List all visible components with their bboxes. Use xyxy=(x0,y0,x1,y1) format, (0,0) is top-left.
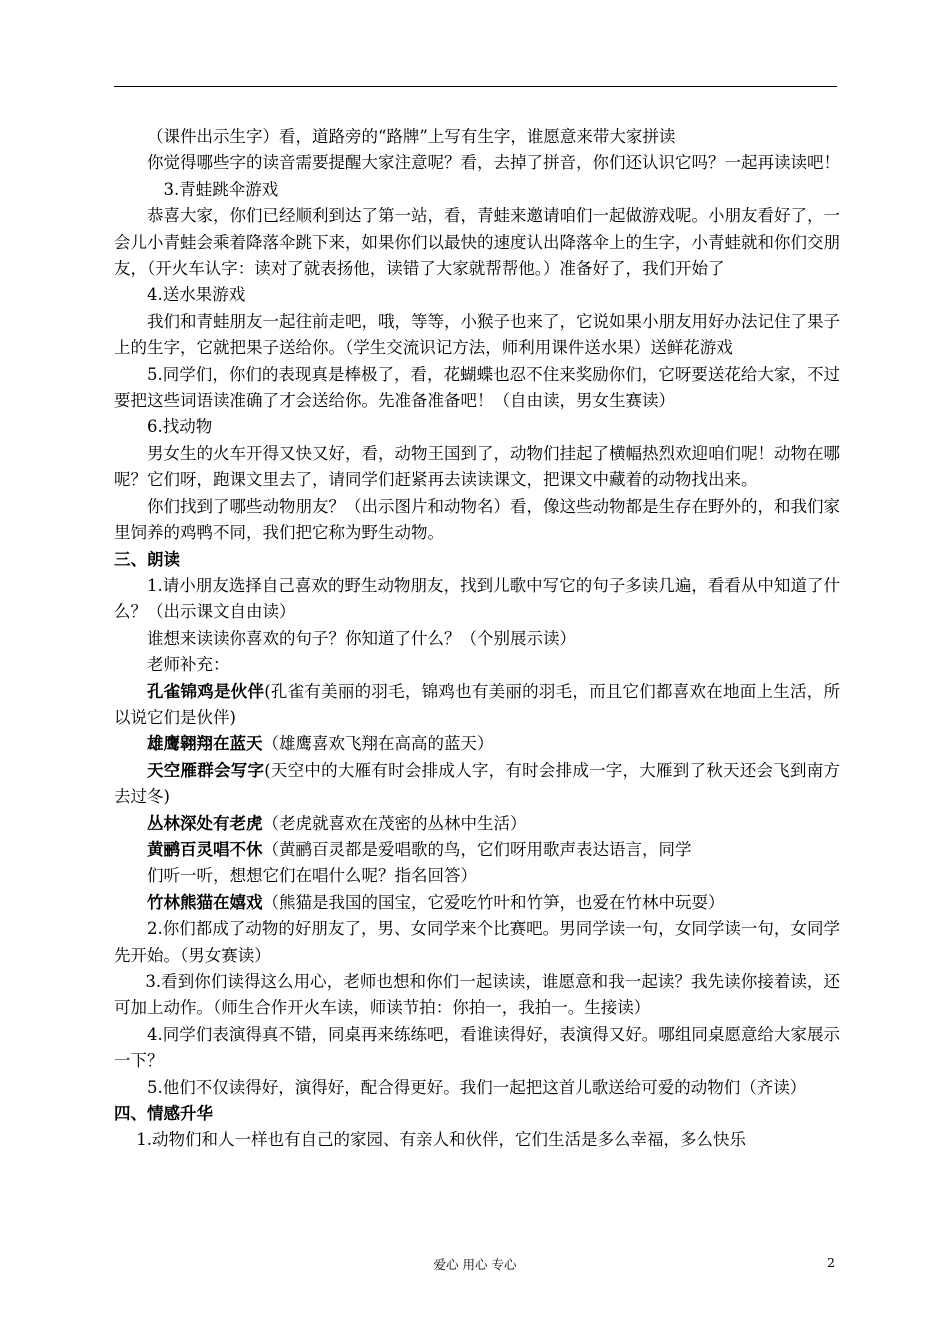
subheading: 4.送水果游戏 xyxy=(147,285,246,305)
verse-note: (天空中的大雁有时会排成人字，有时会排成一字，大雁到了秋天还会飞到南方去过冬) xyxy=(114,760,841,807)
verse-line xyxy=(114,679,840,732)
subheading: 6.找动物 xyxy=(147,417,213,437)
verse-line xyxy=(114,890,840,916)
paragraph: （课件出示生字）看，道路旁的“路牌”上写有生字，谁愿意来带大家拼读 xyxy=(147,127,676,146)
verse-text: 天空雁群会写字 xyxy=(147,760,265,780)
paragraph: 1.动物们和人一样也有自己的家园、有亲人和伙伴，它们生活是多么幸福，多么快乐 xyxy=(136,1130,747,1150)
verse-note: （熊猫是我国的国宝，它爱吃竹叶和竹笋，也爱在竹林中玩耍） xyxy=(262,892,725,912)
paragraph: 1.请小朋友选择自己喜欢的野生动物朋友，找到儿歌中写它的句子多读几遍，看看从中知道了什么？（出示课文自由读） xyxy=(114,575,840,622)
paragraph: 5.同学们，你们的表现真是棒极了，看，花蝴蝶也忍不住来奖励你们，它呀要送花给大家，不过要把这些词语读准确了才会送给你。先准备准备吧！（自由读，男女生赛读） xyxy=(114,364,840,411)
verse-note: （雄鹰喜欢飞翔在高高的蓝天） xyxy=(262,734,494,754)
header-rule xyxy=(114,86,837,87)
document-body xyxy=(114,124,840,1154)
section-heading: 三、朗读 xyxy=(114,549,180,569)
verse-note: （老虎就喜欢在茂密的丛林中生活） xyxy=(262,813,527,833)
verse-note-continued: 们听一听，想想它们在唱什么呢？指名回答） xyxy=(147,866,477,886)
paragraph: 你们找到了哪些动物朋友？（出示图片和动物名）看，像这些动物都是生存在野外的，和我们家里饲养的鸡鸭不同，我们把它称为野生动物。 xyxy=(114,496,840,543)
paragraph: 2.你们都成了动物的好朋友了，男、女同学来个比赛吧。男同学读一句，女同学读一句，女同学先开始。（男女赛读） xyxy=(114,919,840,965)
section-heading: 四、情感升华 xyxy=(114,1104,213,1124)
verse-text: 丛林深处有老虎 xyxy=(147,813,263,833)
verse-line xyxy=(114,758,840,811)
paragraph: 男女生的火车开得又快又好，看，动物王国到了，动物们挂起了横幅热烈欢迎咱们呢！动物在哪呢？它们呀，跑课文里去了，请同学们赶紧再去读读课文，把课文中藏着的动物找出来。 xyxy=(114,443,840,490)
verse-line xyxy=(114,837,840,863)
paragraph: 恭喜大家，你们已经顺利到达了第一站，看，青蛙来邀请咱们一起做游戏呢。小朋友看好了，一会儿小青蛙会乘着降落伞跳下来，如果你们以最快的速度认出降落伞上的生字，小青蛙就和你们交朋友，（开火车认字：读对了就表扬他，读错了大家就帮帮他。）准备好了，我们开始了 xyxy=(114,206,840,279)
paragraph: 4.同学们表演得真不错，同桌再来练练吧，看谁读得好，表演得又好。哪组同桌愿意给大家展示一下？ xyxy=(114,1024,840,1071)
verse-text: 孔雀锦鸡是伙伴 xyxy=(147,681,265,701)
footer-text: 爱心 用心 专心 xyxy=(433,1257,517,1272)
paragraph: 你觉得哪些字的读音需要提醒大家注意呢？看，去掉了拼音，你们还认识它吗？一起再读读吧！ xyxy=(147,153,840,173)
paragraph: 老师补充： xyxy=(147,655,230,675)
verse-line xyxy=(114,811,840,837)
verse-note: （黄鹂百灵都是爱唱歌的鸟，它们呀用歌声表达语言，同学 xyxy=(262,839,692,859)
page-number: 2 xyxy=(827,1255,835,1270)
subheading: 3.青蛙跳伞游戏 xyxy=(163,179,279,199)
paragraph: 3.看到你们读得这么用心，老师也想和你们一起读读，谁愿意和我一起读？我先读你接着读，还可加上动作。（师生合作开火车读，师读节拍：你拍一，我拍一。生接读） xyxy=(114,972,840,1018)
paragraph: 5.他们不仅读得好，演得好，配合得更好。我们一起把这首儿歌送给可爱的动物们（齐读） xyxy=(147,1077,807,1097)
verse-text: 黄鹂百灵唱不休 xyxy=(147,839,263,859)
verse-line xyxy=(114,731,840,757)
verse-text: 雄鹰翱翔在蓝天 xyxy=(147,734,263,754)
verse-note: (孔雀有美丽的羽毛，锦鸡也有美丽的羽毛，而且它们都喜欢在地面上生活，所以说它们是伙伴) xyxy=(114,681,841,727)
paragraph: 谁想来读读你喜欢的句子？你知道了什么？（个别展示读） xyxy=(147,628,576,648)
verse-text: 竹林熊猫在嬉戏 xyxy=(147,892,263,912)
paragraph: 我们和青蛙朋友一起往前走吧，哦，等等，小猴子也来了，它说如果小朋友用好办法记住了果子上的生字，它就把果子送给你。（学生交流识记方法，师利用课件送水果）送鲜花游戏 xyxy=(114,311,840,358)
